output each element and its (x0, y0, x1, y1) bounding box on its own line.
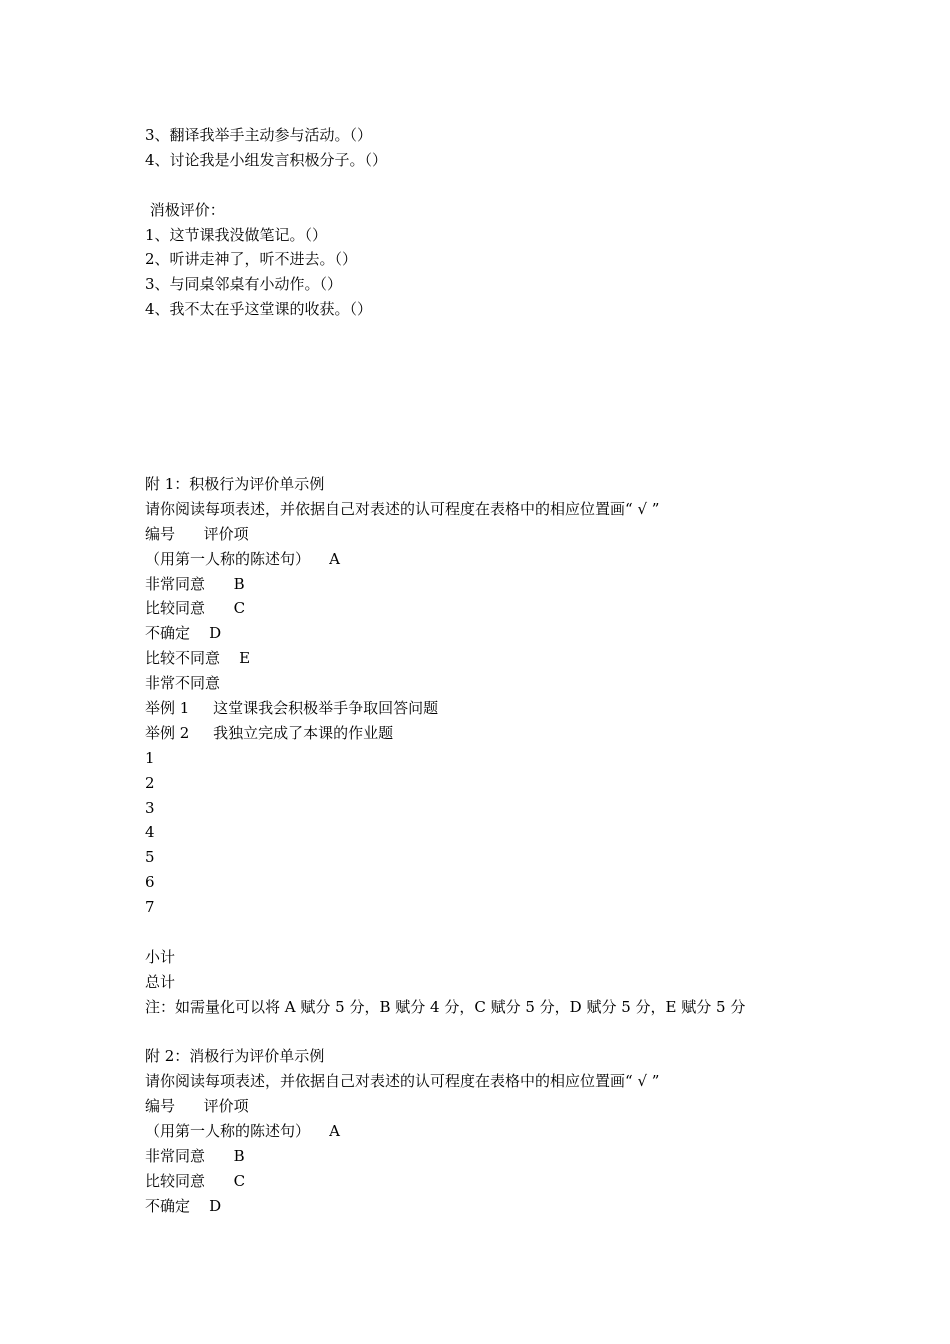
appendix-1-instruction: 请你阅读每项表述，并依据自己对表述的认可程度在表格中的相应位置画“ √ ” (145, 499, 660, 518)
negative-item-3: 3、与同桌邻桌有小动作。（） (145, 275, 343, 294)
positive-item-3: 3、翻译我举手主动参与活动。（） (145, 126, 373, 144)
appendix-1-title: 附 1：积极行为评价单示例 (145, 475, 325, 493)
total-label: 总计 (145, 972, 176, 991)
example-row-2: 举例 2 我独立完成了本课的作业题 (145, 723, 394, 742)
appendix-2-title: 附 2：消极行为评价单示例 (145, 1047, 325, 1066)
rating-a-label: 非常同意 B (145, 1147, 245, 1166)
blank-line (145, 920, 905, 945)
rating-e-label: 非常不同意 (145, 674, 221, 693)
row-number-1: 1 (145, 748, 155, 767)
negative-item-4: 4、我不太在乎这堂课的收获。（） (145, 300, 373, 319)
student-self-evaluation-list (145, 123, 905, 322)
rating-c-label: 不确定 D (145, 1196, 222, 1215)
row-number-5: 5 (145, 848, 155, 867)
scoring-note: 注：如需量化可以将 A 赋分 5 分，B 赋分 4 分，C 赋分 5 分，D 赋分 5 分，E 赋分 5 分 (145, 997, 746, 1016)
negative-item-1: 1、这节课我没做笔记。（） (145, 225, 328, 244)
row-number-4: 4 (145, 823, 155, 842)
row-number-7: 7 (145, 898, 155, 917)
example-row-1: 举例 1 这堂课我会积极举手争取回答问题 (145, 699, 439, 718)
subtotal-label: 小计 (145, 947, 176, 966)
rating-c-label: 不确定 D (145, 624, 222, 643)
negative-item-2: 2、听讲走神了，听不进去。（） (145, 250, 358, 269)
evaluation-form-examples (145, 472, 905, 1219)
table-header-item: （用第一人称的陈述句） A (145, 1122, 340, 1141)
negative-evaluation-heading: 消极评价： (145, 200, 225, 219)
blank-line (145, 1020, 905, 1045)
table-header-number: 编号 评价项 (145, 524, 249, 543)
table-header-item: （用第一人称的陈述句） A (145, 549, 340, 568)
row-number-3: 3 (145, 798, 155, 817)
blank-line (145, 173, 905, 198)
positive-item-4: 4、讨论我是小组发言积极分子。（） (145, 150, 388, 169)
rating-a-label: 非常同意 B (145, 574, 245, 593)
row-number-6: 6 (145, 873, 155, 892)
rating-b-label: 比较同意 C (145, 599, 246, 618)
rating-b-label: 比较同意 C (145, 1171, 246, 1190)
table-header-number: 编号 评价项 (145, 1097, 249, 1116)
rating-d-label: 比较不同意 E (145, 649, 251, 668)
row-number-2: 2 (145, 773, 155, 792)
appendix-2-instruction: 请你阅读每项表述，并依据自己对表述的认可程度在表格中的相应位置画“ √ ” (145, 1072, 660, 1091)
